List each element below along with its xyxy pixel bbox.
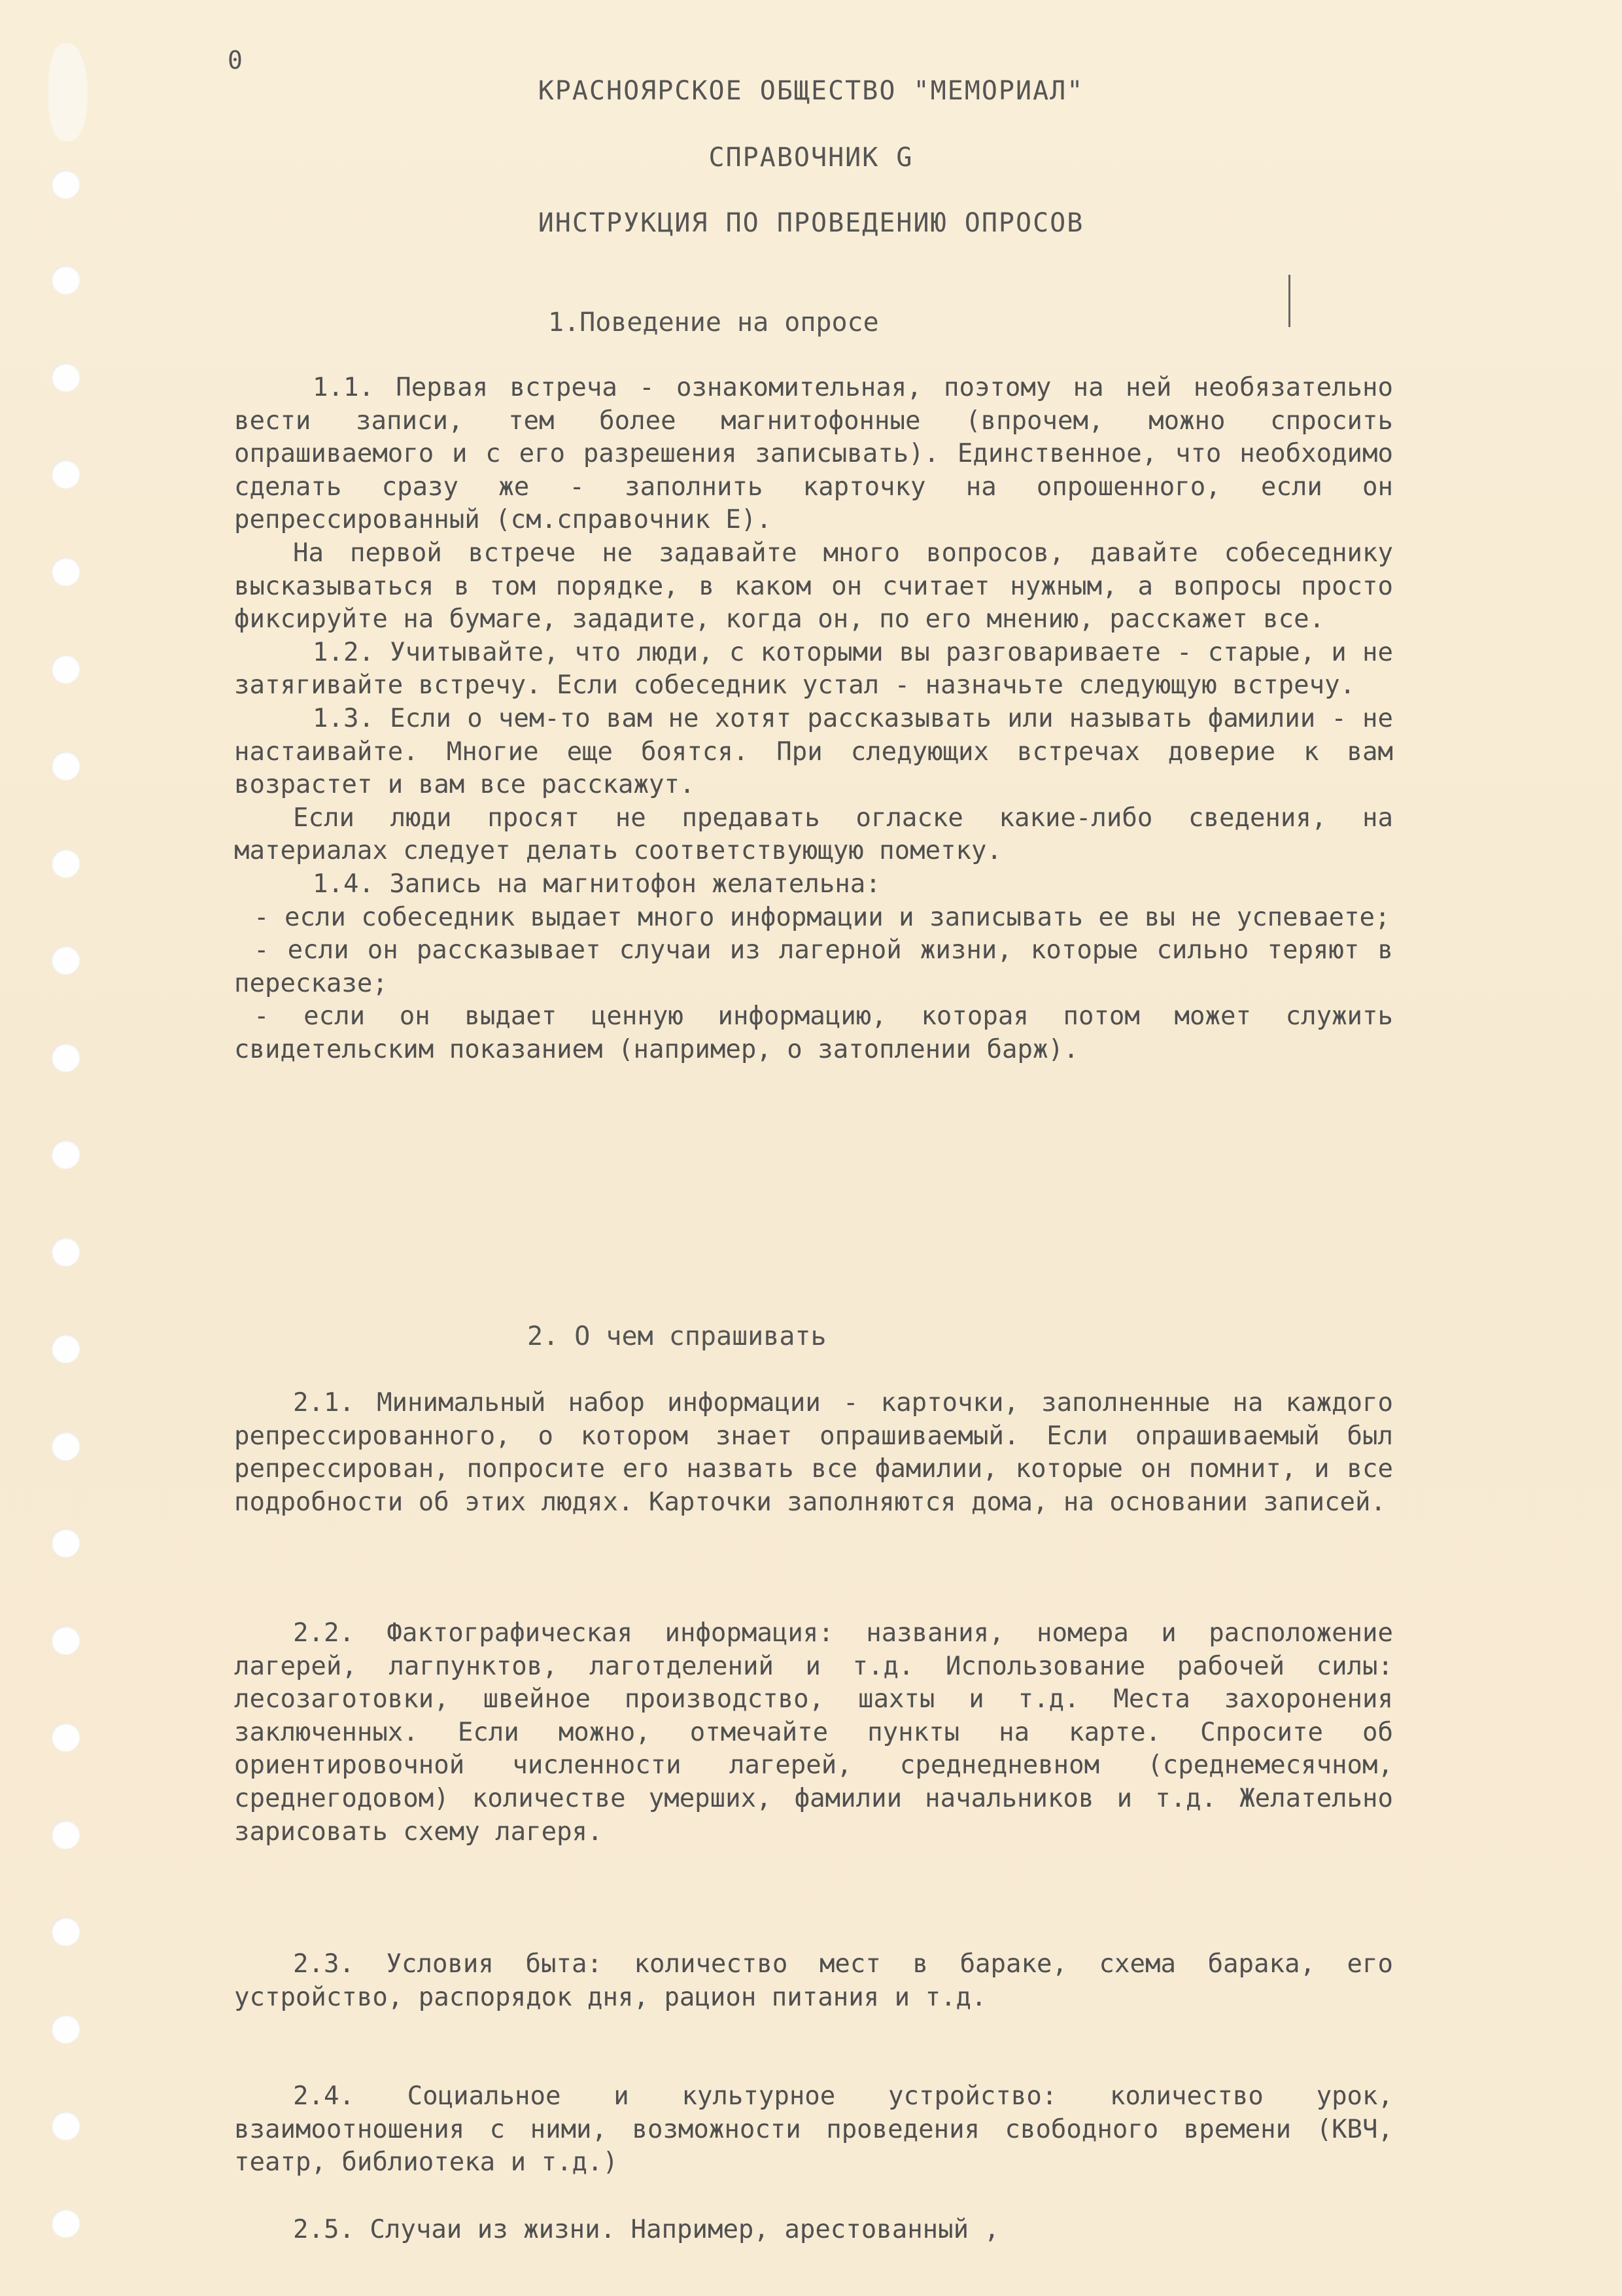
binder-hole [51,1334,80,1363]
binder-hole [51,946,80,975]
section-2-heading: 2. О чем спрашивать [527,1321,827,1351]
binder-hole [51,752,80,780]
binder-hole [51,170,80,199]
section-2-para-1 [234,1387,1393,1519]
paragraph: 2.5. Случаи из жизни. Например, арестованный , [293,2215,1000,2244]
paragraph: 1.2. Учитывайте, что люди, с которыми вы разговариваете - старые, и не затягивайте встречу. Если собеседник устал - назначьте следующую встречу. [234,637,1393,701]
binder-hole [51,1917,80,1946]
pen-mark [1288,275,1290,327]
section-2-para-3 [234,1948,1393,2014]
binder-hole [51,1238,80,1266]
paragraph: Если люди просят не предавать огласке какие-либо сведения, на материалах следует делать соответствующую пометку. [234,803,1393,866]
bullet-item: - если он выдает ценную информацию, которая потом может служить свидетельским показанием (например, о затоплении барж). [234,1001,1393,1064]
paragraph: 1.3. Если о чем-то вам не хотят рассказывать или называть фамилии - не настаивайте. Многие еще боятся. При следующих встречах доверие к вам возрастет и вам все расскажут. [234,703,1393,800]
binder-hole [51,1723,80,1752]
bullet-item: - если собеседник выдает много информации и записывать ее вы не успеваете; [254,902,1390,932]
section-2-para-5 [234,2214,1393,2247]
org-title: КРАСНОЯРСКОЕ ОБЩЕСТВО "МЕМОРИАЛ" [538,76,1084,106]
binder-hole [51,1432,80,1461]
section-1-heading: 1.Поведение на опросе [548,307,879,338]
binder-hole [51,1043,80,1072]
binder-hole [51,557,80,586]
binder-hole [51,2015,80,2044]
binder-hole [51,1626,80,1655]
binder-hole [51,1820,80,1849]
binder-hole [51,655,80,684]
binder-hole [51,460,80,489]
binder-hole [51,1140,80,1169]
paragraph: 1.1. Первая встреча - ознакомительная, поэтому на ней необязательно вести записи, тем более магнитофонные (впрочем, можно спросить опрашиваемого и с его разрешения записывать). Единственное, что необходимо сделать сразу же - заполнить карточку на опрошенного, если он репрессированный (см.справочник Е). [234,373,1393,535]
section-2-para-2 [234,1617,1393,1849]
binder-hole [51,2209,80,2238]
binder-hole [51,363,80,392]
page-mark: 0 [228,46,243,75]
paragraph: 1.4. Запись на магнитофон желательна: [313,869,881,899]
bullet-item: - если он рассказывает случаи из лагерной жизни, которые сильно теряют в пересказе; [234,935,1393,998]
paragraph: 2.2. Фактографическая информация: названия, номера и расположение лагерей, лагпунктов, лаготделений и т.д. Использование рабочей силы: лесозаготовки, швейное производство, шахты и т.д. Места захоронения заключенных. Если можно, отмечайте пункты на карте. Спросите об ориентировочной численности лагерей, среднедневном (среднемесячном, среднегодовом) количестве умерших, фамилии начальников и т.д. Желательно зарисовать схему лагеря. [234,1618,1393,1847]
section-2-para-4 [234,2080,1393,2180]
paragraph: 2.4. Социальное и культурное устройство: количество урок, взаимоотношения с ними, возможности проведения свободного времени (КВЧ, театр, библиотека и т.д.) [234,2081,1393,2178]
binder-hole [51,849,80,878]
binder-hole [51,2112,80,2140]
section-1-body [234,372,1393,1066]
document-title: ИНСТРУКЦИЯ ПО ПРОВЕДЕНИЮ ОПРОСОВ [538,208,1084,238]
handbook-label: СПРАВОЧНИК G [708,143,914,173]
binder-hole [51,1529,80,1557]
paragraph: 2.1. Минимальный набор информации - карточки, заполненные на каждого репрессированного, о котором знает опрашиваемый. Если опрашиваемый был репрессирован, попросите его назвать все фамилии, которые он помнит, и все подробности об этих людях. Карточки заполняются дома, на основании записей. [234,1388,1393,1517]
paragraph: На первой встрече не задавайте много вопросов, давайте собеседнику высказываться в том порядке, в каком он считает нужным, а вопросы просто фиксируйте на бумаге, зададите, когда он, по его мнению, расскажет все. [234,538,1393,635]
paragraph: 2.3. Условия быта: количество мест в бараке, схема барака, его устройство, распорядок дня, рацион питания и т.д. [234,1949,1393,2012]
binder-hole [51,266,80,294]
